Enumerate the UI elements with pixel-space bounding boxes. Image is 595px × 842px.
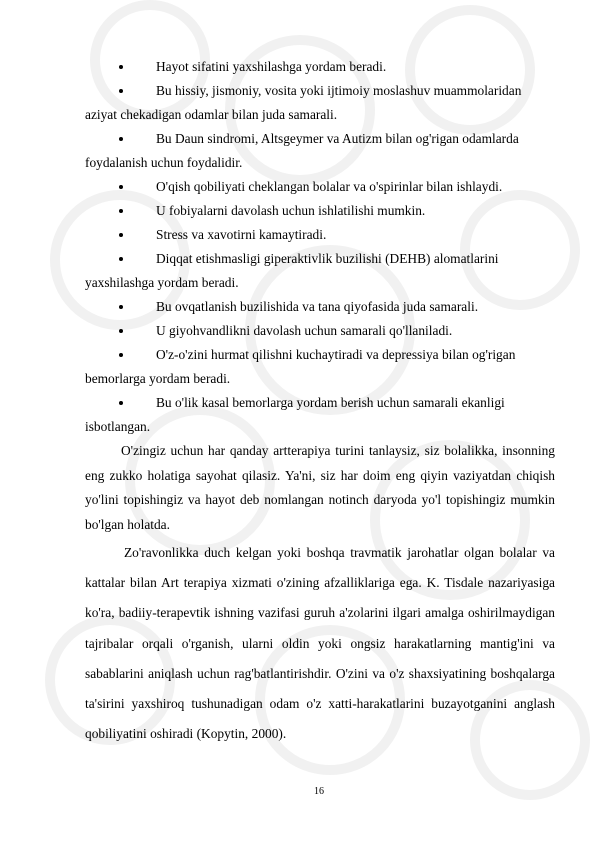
list-item-text: U fobiyalarni davolash uchun ishlatilishi mumkin.: [156, 203, 426, 218]
list-item-text: Bu o'lik kasal bemorlarga yordam berish uchun samarali ekanligi isbotlangan.: [85, 395, 505, 434]
list-item-text: Bu ovqatlanish buzilishida va tana qiyofasida juda samarali.: [156, 299, 479, 314]
list-item-text: Stress va xavotirni kamaytiradi.: [156, 227, 327, 242]
list-item: [85, 79, 555, 127]
paragraph: O'zingiz uchun har qanday artterapiya turini tanlaysiz, siz bolalikka, insonning eng zukko holatiga sayohat qilasiz. Ya'ni, siz har doim eng qiyin vaziyatdan chiqish yo'lini topishingiz va hayot deb nomlangan notinch daryoda yo'l topishingiz mumkin bo'lgan holatda.: [85, 443, 555, 532]
bullet-icon: [119, 185, 123, 189]
bullet-icon: [119, 257, 123, 261]
bullet-icon: [119, 401, 123, 405]
list-item: [85, 223, 555, 247]
list-item-text: O'qish qobiliyati cheklangan bolalar va o'spirinlar bilan ishlaydi.: [156, 179, 503, 194]
list-item: [85, 127, 555, 175]
bullet-icon: [119, 353, 123, 357]
list-item-text: U giyohvandlikni davolash uchun samarali qo'llaniladi.: [156, 323, 453, 338]
bullet-icon: [119, 65, 123, 69]
list-item-text: Diqqat etishmasligi giperaktivlik buzilishi (DEHB) alomatlarini yaxshilashga yordam beradi.: [85, 251, 499, 290]
list-item-text: Bu hissiy, jismoniy, vosita yoki ijtimoiy moslashuv muammolaridan aziyat chekadigan odamlar bilan juda samarali.: [85, 83, 522, 122]
page-number: 16: [314, 786, 324, 797]
list-item-text: O'z-o'zini hurmat qilishni kuchaytiradi va depressiya bilan og'rigan bemorlarga yordam beradi.: [85, 347, 516, 386]
bullet-icon: [119, 137, 123, 141]
list-item: [85, 391, 555, 439]
bullet-icon: [119, 329, 123, 333]
page-content: [85, 55, 555, 749]
list-item: [85, 319, 555, 343]
list-item: [85, 199, 555, 223]
bullet-list: [85, 55, 555, 439]
list-item-text: Hayot sifatini yaxshilashga yordam beradi.: [156, 59, 387, 74]
bullet-icon: [119, 233, 123, 237]
list-item: [85, 343, 555, 391]
list-item: [85, 247, 555, 295]
bullet-icon: [119, 305, 123, 309]
list-item: [85, 295, 555, 319]
list-item-text: Bu Daun sindromi, Altsgeymer va Autizm bilan og'rigan odamlarda foydalanish uchun foydalidir.: [85, 131, 519, 170]
bullet-icon: [119, 209, 123, 213]
list-item: [85, 175, 555, 199]
bullet-icon: [119, 89, 123, 93]
paragraph: Zo'ravonlikka duch kelgan yoki boshqa travmatik jarohatlar olgan bolalar va kattalar bilan Art terapiya xizmati o'zining afzalliklariga ega. K. Tisdale nazariyasiga ko'ra, badiiy-terapevtik ishning vazifasi guruh a'zolarini ilgari amalga oshirilmaydigan tajribalar orqali o'rganish, ularni oldin yoki ongsiz harakatlarning mantig'ini va sabablarini aniqlash uchun rag'batlantirishdir. O'zini va o'z shaxsiyatining boshqalarga ta'sirini yaxshiroq tushunadigan odam o'z xatti-harakatlarini buzayotganini anglash qobiliyatini oshiradi (Kopytin, 2000).: [85, 545, 555, 742]
list-item: [85, 55, 555, 79]
